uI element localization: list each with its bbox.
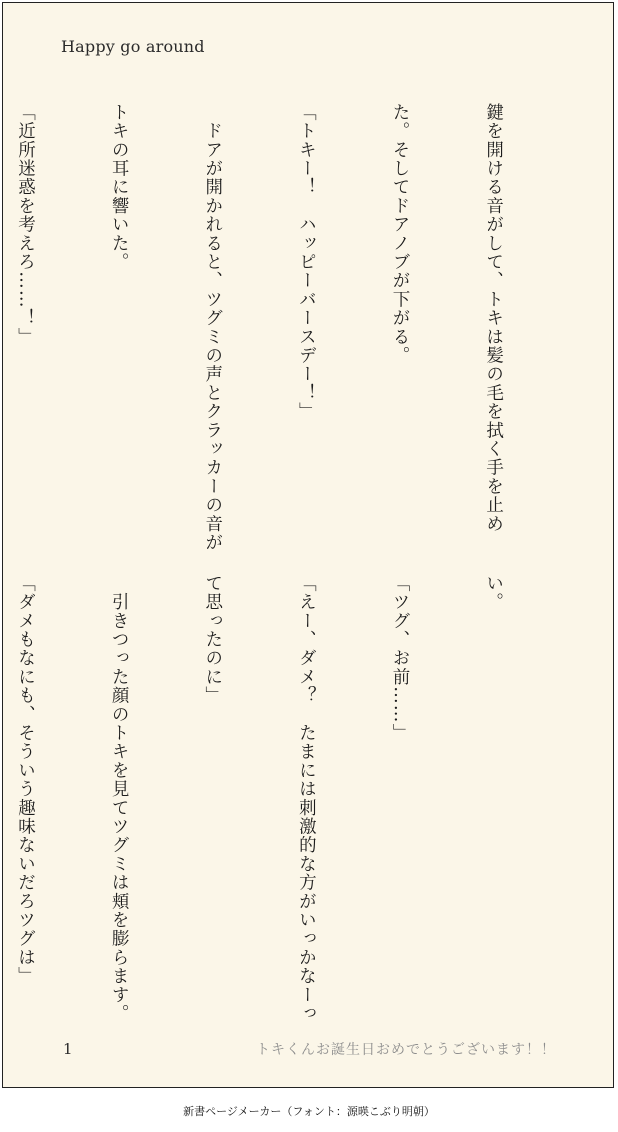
text-line: 引きつった顔のトキを見てツグミは頬を膨らます。 — [109, 574, 130, 1023]
text-line: ドアが開かれると、ツグミの声とクラッカーの音が — [202, 103, 223, 552]
text-line: 「えー、ダメ？ たまには刺激的な方がいっかなーっ — [296, 574, 317, 1023]
text-line: 「ツグ、お前……」 — [389, 574, 410, 743]
text-line: トキの耳に響いた。 — [109, 103, 130, 272]
book-page — [2, 2, 614, 1088]
text-line: て思ったのに」 — [202, 574, 223, 705]
text-line: た。そしてドアノブが下がる。 — [389, 103, 410, 365]
text-column-block-bottom — [15, 574, 571, 1023]
text-line: 「近所迷惑を考えろ……！」 — [15, 103, 36, 347]
text-line: 「トキー！ ハッピーバースデー！」 — [296, 103, 317, 421]
footer-message: トキくんお誕生日おめでとうございます！！ — [256, 1042, 556, 1058]
text-column-block-top — [15, 103, 571, 552]
app-credit: 新書ページメーカー（フォント：源暎こぶり明朝） — [183, 1105, 435, 1118]
text-line: 「ダメもなにも、そういう趣味ないだろツグは」 — [15, 574, 36, 986]
page-number: 1 — [63, 1040, 73, 1058]
text-line: い。 — [483, 574, 504, 612]
text-line: 鍵を開ける音がして、トキは髪の毛を拭く手を止め — [483, 103, 504, 534]
page-header-title: Happy go around — [61, 37, 205, 56]
